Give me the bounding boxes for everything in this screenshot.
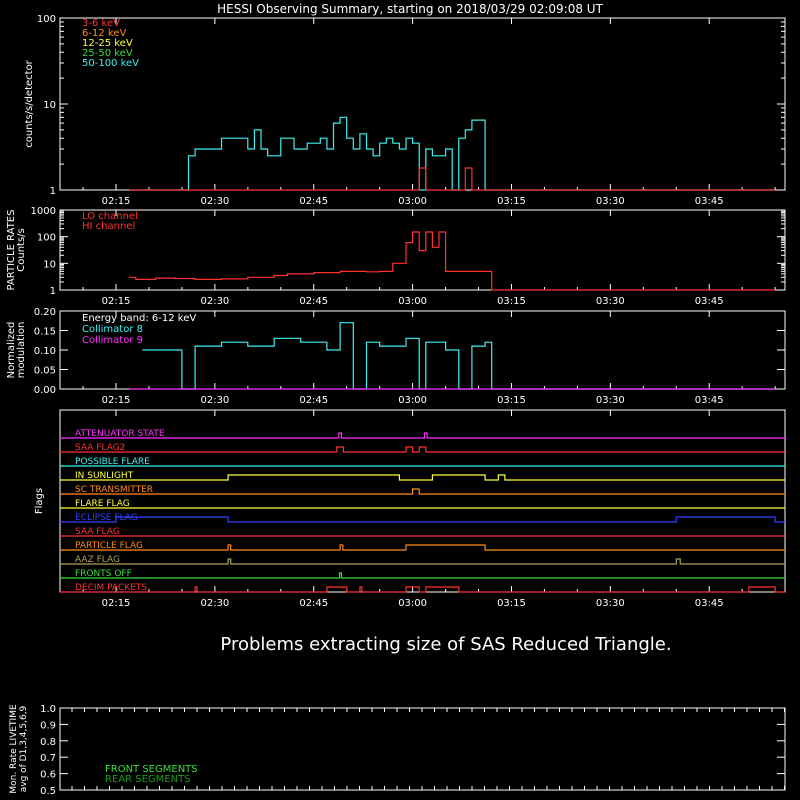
modulation-x-tick-label: 02:30 <box>200 395 230 406</box>
flags-x-tick-label: 03:30 <box>595 598 625 609</box>
particle-y-tick-label: 1000 <box>30 206 56 217</box>
particle-x-tick-label: 03:00 <box>398 296 428 307</box>
flag-row-label: IN SUNLIGHT <box>75 471 134 481</box>
livetime-y-tick-label: 0.7 <box>40 753 56 765</box>
modulation-legend-entry: Energy band: 6-12 keV <box>82 313 197 324</box>
counts-x-tick-label: 03:30 <box>595 196 625 207</box>
counts-series-line <box>129 117 775 190</box>
flag-row-line <box>60 447 785 452</box>
livetime-ylabel-line2: avg of D1,3,4,5,6,9 <box>19 705 29 793</box>
modulation-y-tick-label: 0.20 <box>33 307 56 318</box>
particle-ylabel: PARTICLE RATES <box>6 209 17 291</box>
particle-x-tick-label: 03:45 <box>694 296 724 307</box>
particle-x-tick-label: 03:15 <box>497 296 526 307</box>
livetime-y-tick-label: 0.8 <box>40 736 56 748</box>
flags-x-tick-label: 03:00 <box>398 598 428 609</box>
flags-x-tick-label: 03:15 <box>497 598 526 609</box>
flag-row-line <box>60 559 785 564</box>
livetime-y-tick-label: 0.9 <box>40 720 56 732</box>
particle-x-tick-label: 03:30 <box>595 296 625 307</box>
modulation-ylabel-word2: modulation <box>16 321 27 379</box>
flags-x-tick-label: 02:15 <box>101 598 131 609</box>
flag-row-label: ECLIPSE FLAG <box>75 513 138 523</box>
counts-y-tick-label: 1 <box>49 186 56 197</box>
flag-row-label: SC TRANSMITTER <box>75 485 154 495</box>
flag-row-line <box>60 433 785 438</box>
flag-row-label: AAZ FLAG <box>75 555 120 565</box>
livetime-y-tick-label: 0.6 <box>40 769 56 781</box>
modulation-x-tick-label: 03:45 <box>694 395 724 406</box>
counts-legend-entry: 25-50 keV <box>82 48 133 59</box>
flag-row-label: FRONTS OFF <box>75 569 132 579</box>
counts-legend-entry: 50-100 keV <box>82 58 140 69</box>
particle-x-tick-label: 02:30 <box>200 296 230 307</box>
particle-legend-entry: LO channel <box>82 211 138 222</box>
counts-x-tick-label: 02:30 <box>200 196 230 207</box>
counts-x-tick-label: 03:15 <box>497 196 526 207</box>
flags-ylabel: Flags <box>34 487 45 515</box>
flag-row-label: FLARE FLAG <box>75 499 130 509</box>
counts-legend-entry: 6-12 keV <box>82 28 127 39</box>
livetime-legend-entry: FRONT SEGMENTS <box>105 764 198 775</box>
flag-row-line <box>60 475 785 480</box>
counts-x-tick-label: 03:00 <box>398 196 428 207</box>
counts-frame <box>60 18 785 190</box>
livetime-y-tick-label: 1.0 <box>40 704 56 715</box>
counts-y-tick-label: 100 <box>36 14 56 25</box>
modulation-ylabel: Normalized <box>6 321 17 379</box>
counts-ylabel: counts/s/detector <box>24 60 35 148</box>
flag-row-label: POSSIBLE FLARE <box>75 457 150 467</box>
flags-x-tick-label: 03:45 <box>694 598 724 609</box>
modulation-series-line <box>142 323 775 389</box>
modulation-y-tick-label: 0.00 <box>33 385 56 396</box>
flag-row-line <box>60 573 785 578</box>
modulation-y-tick-label: 0.10 <box>33 346 56 357</box>
livetime-y-tick-label: 0.5 <box>40 786 56 797</box>
particle-y-tick-label: 10 <box>43 259 56 271</box>
flag-row-label: ATTENUATOR STATE <box>75 429 165 439</box>
flag-row-label: DECIM PACKETS <box>75 583 148 593</box>
counts-legend-entry: 12-25 keV <box>82 38 133 49</box>
counts-x-tick-label: 02:45 <box>299 196 329 207</box>
modulation-x-tick-label: 02:15 <box>101 395 131 406</box>
modulation-x-tick-label: 03:30 <box>595 395 625 406</box>
modulation-y-tick-label: 0.05 <box>33 365 56 377</box>
modulation-x-tick-label: 02:45 <box>299 395 329 406</box>
flags-x-tick-label: 02:30 <box>200 598 230 609</box>
flag-row-line <box>60 545 785 550</box>
particle-x-tick-label: 02:15 <box>101 296 131 307</box>
particle-y-tick-label: 1 <box>49 286 56 297</box>
modulation-x-tick-label: 03:00 <box>398 395 428 406</box>
particle-y-tick-label: 100 <box>36 232 56 244</box>
status-message: Problems extracting size of SAS Reduced Triangle. <box>220 634 672 655</box>
flags-x-tick-label: 02:45 <box>299 598 329 609</box>
particle-ylabel-unit: Counts/s <box>16 228 27 272</box>
flags-frame <box>60 410 785 592</box>
particle-x-tick-label: 02:45 <box>299 296 329 307</box>
counts-legend-entry: 3-6 keV <box>82 18 120 29</box>
particle-series-line <box>129 232 775 290</box>
modulation-y-tick-label: 0.15 <box>33 326 56 338</box>
flag-row-label: SAA FLAG2 <box>75 443 126 453</box>
counts-y-tick-label: 10 <box>43 100 56 111</box>
figure-title: HESSI Observing Summary, starting on 2018/03/29 02:09:08 UT <box>217 2 603 16</box>
counts-x-tick-label: 03:45 <box>694 196 724 207</box>
livetime-ylabel: Mon. Rate LIVETIME <box>9 704 19 794</box>
flag-row-line <box>60 489 785 494</box>
flag-row-line <box>60 517 785 522</box>
counts-x-tick-label: 02:15 <box>101 196 131 207</box>
modulation-legend-entry: Collimator 9 <box>82 335 143 346</box>
modulation-legend-entry: Collimator 8 <box>82 324 143 335</box>
flag-row-label: SAA FLAG <box>75 527 120 537</box>
modulation-x-tick-label: 03:15 <box>497 395 526 406</box>
particle-legend-entry: HI channel <box>82 221 136 232</box>
livetime-legend-entry: REAR SEGMENTS <box>105 774 191 785</box>
flag-row-label: PARTICLE FLAG <box>75 541 143 551</box>
